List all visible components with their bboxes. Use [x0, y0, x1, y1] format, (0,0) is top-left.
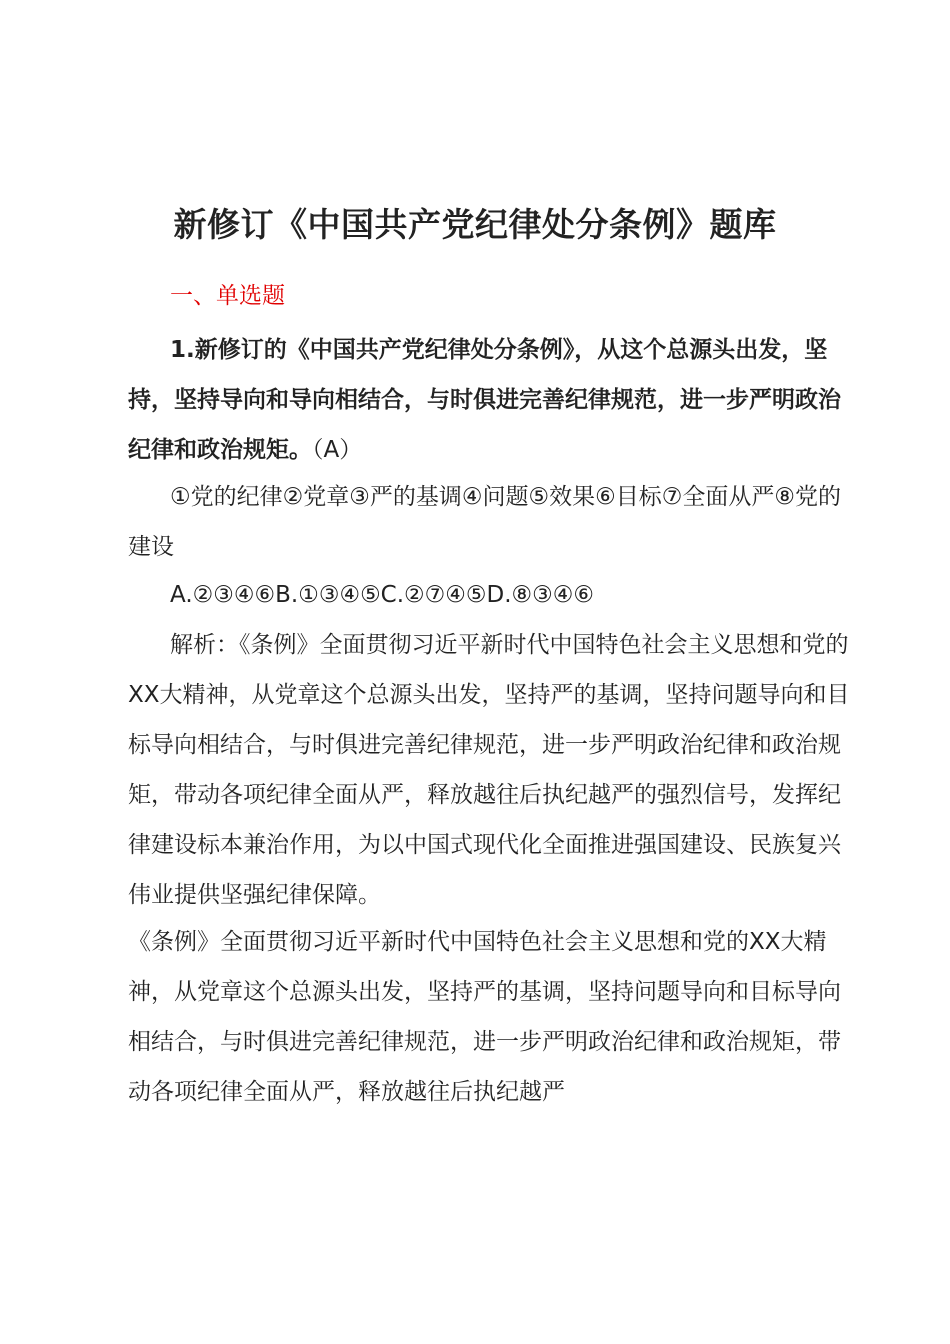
question-text: 1.新修订的《中国共产党纪律处分条例》，从这个总源头出发，坚持，坚持导向和导向相结合，与时俱进完善纪律规范，进一步严明政治纪律和政治规矩。 [128, 337, 841, 463]
question-choices: A.②③④⑥B.①③④⑤C.②⑦④⑤D.⑧③④⑥ [170, 582, 595, 608]
repeat-paragraph: 《条例》全面贯彻习近平新时代中国特色社会主义思想和党的XX大精神，从党章这个总源头出发，坚持严的基调，坚持问题导向和目标导向相结合，与时俱进完善纪律规范，进一步严明政治纪律和政治规矩，带动各项纪律全面从严，释放越往后执纪越严 [128, 929, 841, 1105]
section-heading: 一、单选题 [170, 283, 285, 309]
question-answer: （A） [312, 437, 363, 463]
question-options-list: ①党的纪律②党章③严的基调④问题⑤效果⑥目标⑦全面从严⑧党的建设 [128, 484, 841, 560]
document-title: 新修订《中国共产党纪律处分条例》题库 [173, 205, 777, 244]
question-1 [128, 325, 848, 475]
analysis-paragraph: 解析：《条例》全面贯彻习近平新时代中国特色社会主义思想和党的XX大精神，从党章这个总源头出发，坚持严的基调，坚持问题导向和目标导向相结合，与时俱进完善纪律规范，进一步严明政治纪律和政治规矩，带动各项纪律全面从严，释放越往后执纪越严的强烈信号，发挥纪律建设标本兼治作用，为以中国式现代化全面推进强国建设、民族复兴伟业提供坚强纪律保障。 [128, 632, 850, 908]
